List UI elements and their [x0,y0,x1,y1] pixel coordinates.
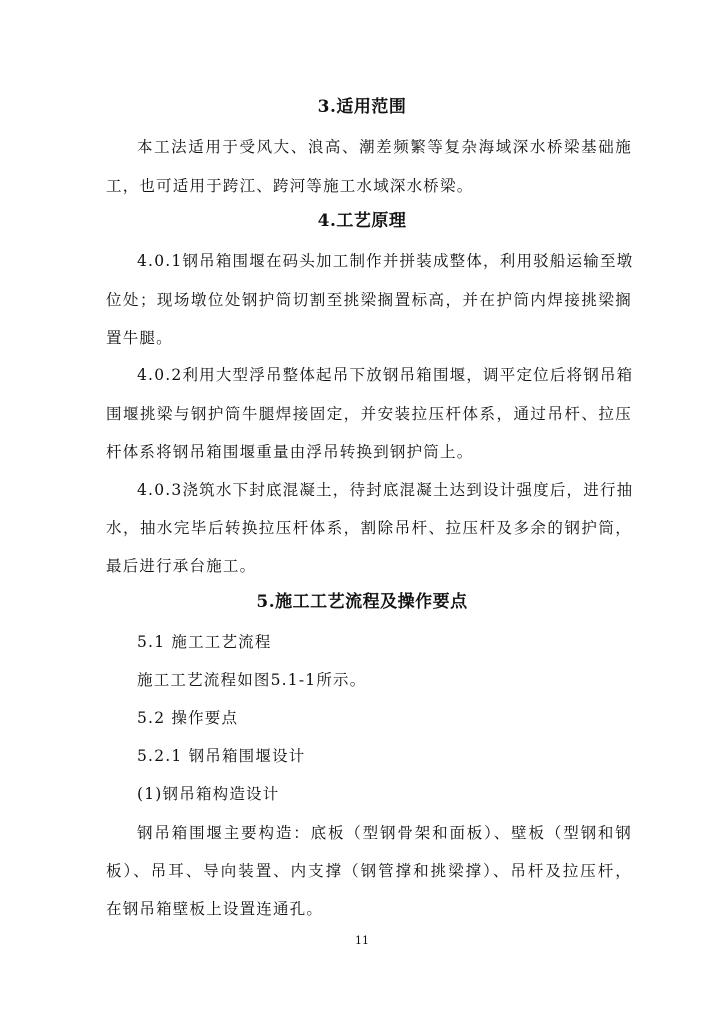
section-5-title: 5.施工工艺流程及操作要点 [256,592,468,612]
section-4-p2-line-1: 4.0.2利用大型浮吊整体起吊下放钢吊箱围堰，调平定位后将钢吊箱 [137,366,634,384]
section-3-title: 3.适用范围 [317,97,407,117]
section-4-p2-line-3: 杆体系将钢吊箱围堰重量由浮吊转换到钢护筒上。 [106,443,474,461]
section-5-p-line-2: 板）、吊耳、导向装置、内支撑（钢管撑和挑梁撑）、吊杆及拉压杆， [106,862,632,880]
section-4-p1-line-1: 4.0.1钢吊箱围堰在码头加工制作并拼装成整体，利用驳船运输至墩 [137,252,634,270]
section-5-item-3: 5.2 操作要点 [137,709,239,727]
section-4-p3-line-3: 最后进行承台施工。 [106,557,257,575]
section-5-item-2: 施工工艺流程如图5.1-1所示。 [137,671,367,689]
section-4-title: 4.工艺原理 [317,211,407,231]
section-5-item-1: 5.1 施工工艺流程 [137,633,272,651]
section-3-line-1: 本工法适用于受风大、浪高、潮差频繁等复杂海域深水桥梁基础施 [137,138,632,156]
section-4-p1-line-2: 位处；现场墩位处钢护筒切割至挑梁搁置标高，并在护筒内焊接挑梁搁 [106,291,632,309]
section-4-p2-line-2: 围堰挑梁与钢护筒牛腿焊接固定，并安装拉压杆体系，通过吊杆、拉压 [106,405,632,423]
section-4-p3-line-1: 4.0.3浇筑水下封底混凝土，待封底混凝土达到设计强度后，进行抽 [137,481,634,499]
section-5-p-line-3: 在钢吊箱壁板上设置连通孔。 [106,900,324,918]
section-3-line-2: 工，也可适用于跨江、跨河等施工水域深水桥梁。 [106,177,474,195]
section-4-p3-line-2: 水，抽水完毕后转换拉压杆体系，割除吊杆、拉压杆及多余的钢护筒， [106,519,632,537]
section-5-item-4: 5.2.1 钢吊箱围堰设计 [137,747,306,765]
section-5-p-line-1: 钢吊箱围堰主要构造：底板（型钢骨架和面板）、壁板（型钢和钢 [137,824,632,842]
page-number: 11 [355,934,369,947]
section-5-item-5: (1)钢吊箱构造设计 [137,785,280,803]
section-4-p1-line-3: 置牛腿。 [106,329,173,347]
